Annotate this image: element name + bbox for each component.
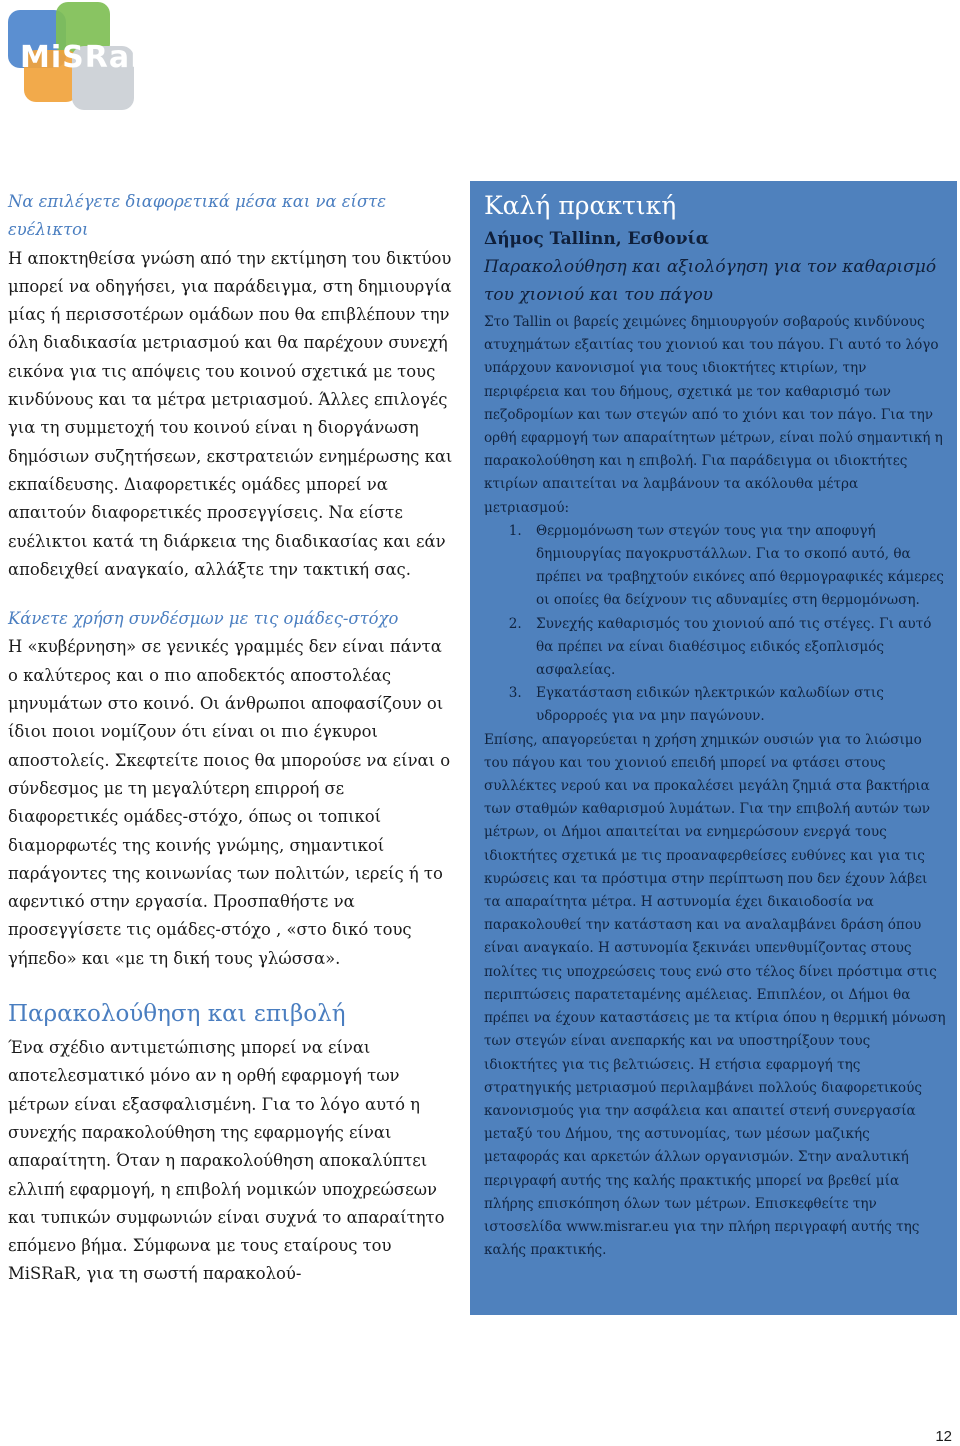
paragraph-government: Η «κυβέρνηση» σε γενικές γραμμές δεν είναι πάντα ο καλύτερος και ο πιο αποδεκτός αποστολέας μηνυμάτων στο κοινό. Οι άνθρωποι αποφασίζουν οι ίδιοι ποιοι νομίζουν ότι είναι οι πιο έγκυροι αποστολείς. Σκεφτείτε ποιος θα μπορούσε να είναι ο σύνδεσμος με τη μεγαλύτερη επιρροή σε διαφορετικές ομάδες-στόχο, όπως οι τοπικοί διαμορφωτές της κοινής γνώμης, σημαντικοί παράγοντες της κοινωνίας των πολιτών, ιερείς ή το αφεντικό στην εργασία. Προσπαθήστε να προσεγγίσετε τις ομάδες-στόχο , «στο δικό τους γήπεδο» και «με τη δική τους γλώσσα».	[8, 637, 451, 968]
subheading-target-groups: Κάνετε χρήση συνδέσμων με τις ομάδες-στόχο	[8, 609, 399, 629]
main-column	[8, 188, 456, 1289]
good-practice-box	[470, 181, 957, 1315]
list-item: 3. Εγκατάσταση ειδικών ηλεκτρικών καλωδίων στις υδρορρoές για να μην παγώνουν.	[526, 682, 946, 728]
box-title: Καλή πρακτική	[484, 191, 677, 220]
paragraph-network: Η αποκτηθείσα γνώση από την εκτίμηση του δικτύου μπορεί να οδηγήσει, για παράδειγμα, στη δημιουργία μίας ή περισσοτέρων ομάδων που θα επιβλέπουν την όλη διαδικασία μετριασμού και θα παρέχουν συνεχή εικόνα για τις απόψεις του κοινού σχετικά με τους κινδύνους και τα μέτρα μετριασμού. Άλλες επιλογές για τη συμμετοχή του κοινού είναι η διοργάνωση δημόσιων συζητήσεων, εκστρατειών ενημέρωσης και εκπαίδευσης. Διαφορετικές ομάδες μπορεί να απαιτούν διαφορετικές προσεγγίσεις. Να είστε ευέλικτοι κατά τη διάρκεια της διαδικασίας και εάν αποδειχθεί αναγκαίο, αλλάξτε την τακτική σας.	[8, 248, 453, 579]
misrar-logo	[6, 2, 155, 114]
section-heading-monitoring: Παρακολούθηση και επιβολή	[8, 1001, 346, 1028]
box-practice-title: Παρακολούθηση και αξιολόγηση για τον καθαρισμό του χιονιού και του πάγου	[484, 257, 937, 305]
list-item: 2. Συνεχής καθαρισμός του χιονιού από τις στέγες. Γι αυτό θα πρέπει να είναι διαθέσιμος ειδικός εξοπλισμός ασφαλείας.	[526, 613, 946, 683]
subheading-flexible: Να επιλέγετε διαφορετικά μέσα και να είστε ευέλικτοι	[8, 192, 387, 240]
logo-text: MiSRaR	[20, 40, 155, 75]
list-item: 1. Θερμομόνωση των στεγών τους για την αποφυγή δημιουργίας παγοκρυστάλλων. Για το σκοπό αυτό, θα πρέπει να τραβηχτούν εικόνες από θερμογραφικές κάμερες οι οποίες θα δείχνουν τις αδυναμίες στη θερμομόνωση.	[526, 520, 946, 613]
page-number: 12	[935, 1428, 952, 1445]
box-body: Επίσης, απαγορεύεται η χρήση χημικών ουσιών για το λιώσιμο του πάγου και του χιονιού επειδή μπορεί να φτάσει στους συλλέκτες νερού και να προκαλέσει μεγάλη ζημιά στα βακτήρια των σταθμών καθαρισμού λυμάτων. Για την επιβολή αυτών των μέτρων, οι Δήμοι απαιτείται να ενημερώσουν ενεργά τους ιδιοκτήτες σχετικά με τις προαναφερθείσες ευθύνες και για τις κυρώσεις και τα πρόστιμα στην περίπτωση που δεν έχουν λάβει τα απαραίτητα μέτρα. Η αστυνομία έχει δικαιοδοσία να παρακολουθεί την κατάσταση και να αναλαμβάνει δράση όπου είναι αναγκαίο. Η αστυνομία ξεκινάει υπενθυμίζοντας στους πολίτες τις υποχρεώσεις τους ενώ στο τέλος δίνει πρόστιμα στις περιπτώσεις παρατεταμένης αμέλειας. Επιπλέον, οι Δήμοι θα πρέπει να έχουν καταστάσεις με τα κτίρια όπου η θερμική μόνωση των στεγών είναι ανεπαρκής και να υποστηρίξουν τους ιδιοκτήτες για τις βελτιώσεις. Η ετήσια εφαρμογή της στρατηγικής μετριασμού περιλαμβάνει πολλούς διαφορετικούς κανονισμούς για την ασφάλεια και απαιτεί στενή συνεργασία μεταξύ του Δήμου, της αστυνομίας, των μέσων μαζικής μεταφοράς και αρκετών άλλων οργανισμών. Στην αναλυτική περιγραφή αυτής της καλής πρακτικής μπορεί να βρεθεί μία πλήρης επισκόπηση όλων των μέτρων. Επισκεφθείτε την ιστοσελίδα www.misrar.eu για την πλήρη περιγραφή αυτής της καλής πρακτικής.	[484, 731, 946, 1259]
box-intro: Στο Tallin οι βαρείς χειμώνες δημιουργούν σοβαρούς κινδύνους ατυχημάτων εξαιτίας του χιονιού και του πάγου. Γι αυτό το λόγο υπάρχουν κανονισμοί για τους ιδιοκτήτες κτιρίων, την περιφέρεια και του δήμους, σχετικά με τον καθαρισμό των πεζοδρομίων και των στεγών από το χιόνι και τον πάγο. Για την ορθή εφαρμογή των απαραίτητων μέτρων, είναι πολύ σημαντική η παρακολούθηση και η επιβολή. Για παράδειγμα οι ιδιοκτήτες κτιρίων απαιτείται να λαμβάνουν τα ακόλουθα μέτρα μετριασμού:	[484, 314, 943, 516]
paragraph-monitoring: Ένα σχέδιο αντιμετώπισης μπορεί να είναι αποτελεσματικό μόνο αν η ορθή εφαρμογή των μέτρων είναι εξασφαλισμένη. Για το λόγο αυτό η συνεχής παρακολούθηση της εφαρμογής είναι απαραίτητη. Όταν η παρακολούθηση αποκαλύπτει ελλιπή εφαρμογή, η επιβολή νομικών υποχρεώσεων και τυπικών συμφωνιών είναι συχνά το απαραίτητο επόμενο βήμα. Σύμφωνα με τους εταίρους του MiSRaR, για τη σωστή παρακολού-	[8, 1038, 445, 1284]
measures-list	[484, 520, 946, 729]
box-city: Δήμος Tallinn, Εσθονία	[484, 229, 709, 249]
